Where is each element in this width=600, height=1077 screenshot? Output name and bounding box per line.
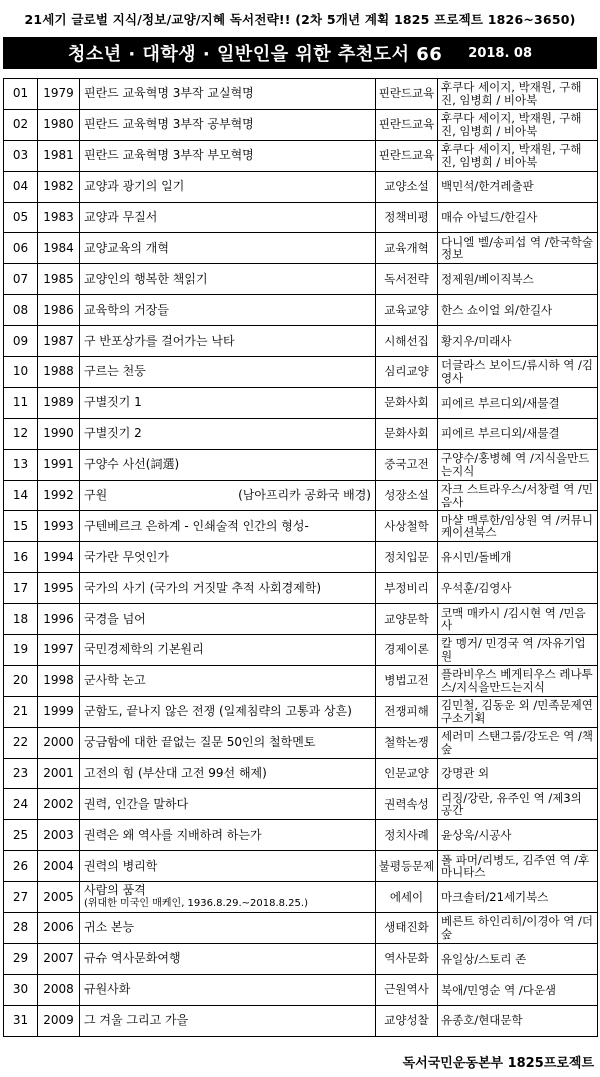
book-title-cell (80, 604, 376, 635)
book-author-publisher: 구양수/홍병혜 역 /지식을만드는지식 (438, 449, 598, 480)
book-author-publisher: 후쿠다 세이지, 박재원, 구해진, 임병희 / 비아북 (438, 79, 598, 110)
table-row (4, 665, 598, 696)
book-title-cell (80, 109, 376, 140)
table-row (4, 264, 598, 295)
table-row (4, 882, 598, 913)
book-title: 권력은 왜 역사를 지배하려 하는가 (84, 827, 262, 842)
book-title: 구텐베르크 은하계 - 인쇄술적 인간의 형성- (84, 518, 309, 533)
table-row (4, 943, 598, 974)
row-serial: 1987 (38, 326, 80, 357)
book-author-publisher: 피에르 부르디외/새물결 (438, 387, 598, 418)
row-serial: 1998 (38, 665, 80, 696)
book-category: 핀란드교육 (376, 140, 438, 171)
book-author-publisher: 코맥 매카시 /김시현 역 /민음사 (438, 604, 598, 635)
table-row (4, 696, 598, 727)
book-category: 정치사례 (376, 820, 438, 851)
book-title: 그 겨울 그리고 가을 (84, 1013, 189, 1028)
row-number: 21 (4, 696, 38, 727)
book-author-publisher: 세러미 스탠그룸/강도은 역 /책숲 (438, 727, 598, 758)
row-serial: 1990 (38, 418, 80, 449)
row-serial: 1980 (38, 109, 80, 140)
book-title: 교양인의 행복한 책읽기 (84, 271, 208, 286)
book-category: 에세이 (376, 882, 438, 913)
row-serial: 1994 (38, 542, 80, 573)
row-number: 25 (4, 820, 38, 851)
row-number: 14 (4, 480, 38, 511)
book-author-publisher: 황지우/미래사 (438, 326, 598, 357)
book-title-cell (80, 635, 376, 666)
row-serial: 2008 (38, 974, 80, 1005)
book-author-publisher: 유종호/현대문학 (438, 1005, 598, 1036)
row-serial: 1985 (38, 264, 80, 295)
row-number: 10 (4, 357, 38, 388)
book-author-publisher: 윤상욱/시공사 (438, 820, 598, 851)
book-category: 교육개혁 (376, 233, 438, 264)
book-title: 핀란드 교육혁명 3부작 공부혁명 (84, 117, 254, 132)
row-number: 17 (4, 573, 38, 604)
book-category: 핀란드교육 (376, 79, 438, 110)
book-author-publisher: 마샬 맥루한/임상원 역 /커뮤니케이션북스 (438, 511, 598, 542)
banner-title: 청소년 · 대학생 · 일반인을 위한 추천도서 66 (67, 44, 443, 65)
row-serial: 2006 (38, 913, 80, 944)
row-number: 30 (4, 974, 38, 1005)
book-category: 중국고전 (376, 449, 438, 480)
table-row (4, 851, 598, 882)
row-serial: 2000 (38, 727, 80, 758)
book-title: 국민경제학의 기본원리 (84, 642, 204, 657)
book-category: 문화사회 (376, 387, 438, 418)
book-title-cell (80, 449, 376, 480)
table-row (4, 140, 598, 171)
row-number: 09 (4, 326, 38, 357)
table-row (4, 109, 598, 140)
book-author-publisher: 후쿠다 세이지, 박재원, 구해진, 임병희 / 비아북 (438, 109, 598, 140)
book-title: 고전의 힘 (부산대 고전 99선 해제) (84, 766, 267, 781)
table-row (4, 357, 598, 388)
book-author-publisher: 유일상/스토리 존 (438, 943, 598, 974)
row-serial: 2001 (38, 758, 80, 789)
row-number: 06 (4, 233, 38, 264)
table-row (4, 635, 598, 666)
book-title-cell (80, 851, 376, 882)
table-row (4, 1005, 598, 1036)
book-category: 병법고전 (376, 665, 438, 696)
book-author-publisher: 유시민/돌베개 (438, 542, 598, 573)
book-category: 교양문학 (376, 604, 438, 635)
book-author-publisher: 한스 쇼이얼 외/한길사 (438, 295, 598, 326)
row-number: 04 (4, 171, 38, 202)
book-title-subtitle: (위대한 미국인 매케인, 1936.8.29.~2018.8.25.) (84, 898, 308, 910)
row-number: 05 (4, 202, 38, 233)
book-title: 교육학의 거장들 (84, 302, 169, 317)
banner-date: 2018. 08 (468, 45, 533, 61)
row-serial: 2005 (38, 882, 80, 913)
book-title-cell (80, 387, 376, 418)
book-category: 정치입문 (376, 542, 438, 573)
book-title-cell (80, 665, 376, 696)
book-title-cell (80, 264, 376, 295)
book-title: 구원 (84, 488, 108, 503)
book-title: 규원사화 (84, 982, 131, 997)
book-author-publisher: 정제원/베이직북스 (438, 264, 598, 295)
table-row (4, 449, 598, 480)
row-number: 28 (4, 913, 38, 944)
book-title: 권력, 인간을 말하다 (84, 796, 189, 811)
book-author-publisher: 리징/강란, 유주인 역 /제3의 공간 (438, 789, 598, 820)
book-category: 정책비평 (376, 202, 438, 233)
book-category: 철학논쟁 (376, 727, 438, 758)
book-title-cell (80, 696, 376, 727)
row-number: 26 (4, 851, 38, 882)
book-title-cell (80, 820, 376, 851)
table-row (4, 480, 598, 511)
row-serial: 2002 (38, 789, 80, 820)
table-row (4, 727, 598, 758)
row-serial: 1992 (38, 480, 80, 511)
book-list-table (3, 78, 598, 1037)
row-number: 20 (4, 665, 38, 696)
book-title: 권력의 병리학 (84, 858, 158, 873)
book-title: 궁금함에 대한 끝없는 질문 50인의 철학멘토 (84, 735, 316, 750)
book-category: 권력속성 (376, 789, 438, 820)
row-number: 16 (4, 542, 38, 573)
book-title: 사람의 품격 (84, 883, 146, 898)
row-serial: 2009 (38, 1005, 80, 1036)
book-category: 시해선집 (376, 326, 438, 357)
row-serial: 2004 (38, 851, 80, 882)
row-number: 11 (4, 387, 38, 418)
book-category: 경제이론 (376, 635, 438, 666)
footer-credit: 독서국민운동본부 1825프로젝트 (402, 1056, 594, 1071)
row-number: 22 (4, 727, 38, 758)
title-banner (3, 37, 597, 69)
book-title-cell (80, 326, 376, 357)
book-category: 생태진화 (376, 913, 438, 944)
book-title: 군함도, 끝나지 않은 전쟁 (일제침략의 고통과 상흔) (84, 704, 352, 719)
table-row (4, 573, 598, 604)
book-author-publisher: 더글라스 보이드/류시하 역 /김영사 (438, 357, 598, 388)
book-category: 인문교양 (376, 758, 438, 789)
book-title: 규슈 역사문화여행 (84, 951, 181, 966)
book-title: 핀란드 교육혁명 3부작 부모혁명 (84, 148, 254, 163)
book-author-publisher: 매슈 아널드/한길사 (438, 202, 598, 233)
book-title: 국경을 넘어 (84, 611, 146, 626)
book-author-publisher: 후쿠다 세이지, 박재원, 구해진, 임병희 / 비아북 (438, 140, 598, 171)
book-title-cell (80, 1005, 376, 1036)
book-author-publisher: 우석훈/김영사 (438, 573, 598, 604)
row-serial: 1984 (38, 233, 80, 264)
row-number: 01 (4, 79, 38, 110)
book-title-cell (80, 140, 376, 171)
row-number: 29 (4, 943, 38, 974)
book-category: 핀란드교육 (376, 109, 438, 140)
book-title: 국가의 사기 (국가의 거짓말 추적 사회경제학) (84, 580, 322, 595)
book-title-cell (80, 913, 376, 944)
book-category: 근원역사 (376, 974, 438, 1005)
table-row (4, 913, 598, 944)
table-row (4, 542, 598, 573)
book-title: 구별짓기 2 (84, 426, 142, 441)
book-category: 교양성찰 (376, 1005, 438, 1036)
row-number: 27 (4, 882, 38, 913)
row-number: 02 (4, 109, 38, 140)
book-title-cell (80, 202, 376, 233)
book-category: 문화사회 (376, 418, 438, 449)
table-row (4, 171, 598, 202)
table-row (4, 79, 598, 110)
row-number: 03 (4, 140, 38, 171)
book-category: 심리교양 (376, 357, 438, 388)
book-title: 군사학 논고 (84, 673, 146, 688)
book-author-publisher: 김민철, 김동운 외 /민족문제연구소기획 (438, 696, 598, 727)
row-serial: 1986 (38, 295, 80, 326)
book-title: 구양수 사선(詞選) (84, 457, 180, 472)
book-title-cell (80, 480, 376, 511)
row-number: 19 (4, 635, 38, 666)
book-author-publisher: 강명관 외 (438, 758, 598, 789)
book-author-publisher: 폴 파머/리병도, 김주연 역 /후마니타스 (438, 851, 598, 882)
table-row (4, 202, 598, 233)
row-serial: 1997 (38, 635, 80, 666)
book-title-cell (80, 357, 376, 388)
table-row (4, 418, 598, 449)
book-title-cell (80, 974, 376, 1005)
book-title-cell (80, 758, 376, 789)
table-row (4, 326, 598, 357)
book-title: 구별짓기 1 (84, 395, 142, 410)
book-title-cell (80, 418, 376, 449)
book-author-publisher: 마크솔터/21세기북스 (438, 882, 598, 913)
book-title-note: (남아프리카 공화국 배경) (238, 488, 371, 503)
book-category: 역사문화 (376, 943, 438, 974)
book-title: 국가란 무엇인가 (84, 549, 169, 564)
table-row (4, 789, 598, 820)
row-serial: 1993 (38, 511, 80, 542)
row-number: 18 (4, 604, 38, 635)
book-category: 불평등문제 (376, 851, 438, 882)
book-category: 교육교양 (376, 295, 438, 326)
row-serial: 1988 (38, 357, 80, 388)
book-category: 성장소설 (376, 480, 438, 511)
book-title: 교양과 광기의 일기 (84, 179, 185, 194)
row-serial: 1981 (38, 140, 80, 171)
book-author-publisher: 백민석/한겨레출판 (438, 171, 598, 202)
book-title-cell (80, 542, 376, 573)
book-title: 구 반포상가를 걸어가는 낙타 (84, 333, 235, 348)
table-row (4, 295, 598, 326)
book-title-cell (80, 789, 376, 820)
row-number: 15 (4, 511, 38, 542)
row-number: 24 (4, 789, 38, 820)
book-title: 교양교육의 개혁 (84, 240, 169, 255)
row-serial: 1991 (38, 449, 80, 480)
row-serial: 1979 (38, 79, 80, 110)
book-title: 핀란드 교육혁명 3부작 교실혁명 (84, 86, 254, 101)
book-title: 구르는 천둥 (84, 364, 146, 379)
row-number: 31 (4, 1005, 38, 1036)
book-author-publisher: 플라비우스 베게티우스 레나투스/지식을만드는지식 (438, 665, 598, 696)
row-serial: 1999 (38, 696, 80, 727)
book-title-cell (80, 295, 376, 326)
book-author-publisher: 피에르 부르디외/새물결 (438, 418, 598, 449)
row-serial: 1983 (38, 202, 80, 233)
table-row (4, 604, 598, 635)
book-title: 귀소 본능 (84, 920, 135, 935)
book-title-cell (80, 882, 376, 913)
book-title-cell (80, 79, 376, 110)
row-serial: 1989 (38, 387, 80, 418)
book-title-cell (80, 943, 376, 974)
book-title: 교양과 무질서 (84, 210, 158, 224)
row-serial: 1995 (38, 573, 80, 604)
row-serial: 1996 (38, 604, 80, 635)
row-serial: 2007 (38, 943, 80, 974)
table-row (4, 233, 598, 264)
table-row (4, 511, 598, 542)
book-category: 전쟁피해 (376, 696, 438, 727)
table-row (4, 974, 598, 1005)
book-title-cell (80, 511, 376, 542)
book-category: 부정비리 (376, 573, 438, 604)
header-top-line: 21세기 글로벌 지식/정보/교양/지혜 독서전략!! (2차 5개년 계획 1825 프로젝트 1826~3650) (24, 12, 576, 27)
book-author-publisher: 북애/민영순 역 /다운샘 (438, 974, 598, 1005)
book-title-cell (80, 233, 376, 264)
book-title-cell (80, 573, 376, 604)
row-serial: 1982 (38, 171, 80, 202)
book-author-publisher: 자크 스트라우스/서창렬 역 /민음사 (438, 480, 598, 511)
book-author-publisher: 베른트 하인리히/이경아 역 /더숲 (438, 913, 598, 944)
row-number: 08 (4, 295, 38, 326)
book-author-publisher: 다니엘 벨/송피섭 역 /한국학술정보 (438, 233, 598, 264)
book-title-cell (80, 727, 376, 758)
table-row (4, 820, 598, 851)
book-title-cell (80, 171, 376, 202)
book-category: 사상철학 (376, 511, 438, 542)
book-category: 독서전략 (376, 264, 438, 295)
book-author-publisher: 칼 멩거/ 민경국 역 /자유기업원 (438, 635, 598, 666)
row-number: 13 (4, 449, 38, 480)
row-number: 07 (4, 264, 38, 295)
table-row (4, 387, 598, 418)
table-row (4, 758, 598, 789)
row-number: 23 (4, 758, 38, 789)
row-number: 12 (4, 418, 38, 449)
book-category: 교양소설 (376, 171, 438, 202)
row-serial: 2003 (38, 820, 80, 851)
